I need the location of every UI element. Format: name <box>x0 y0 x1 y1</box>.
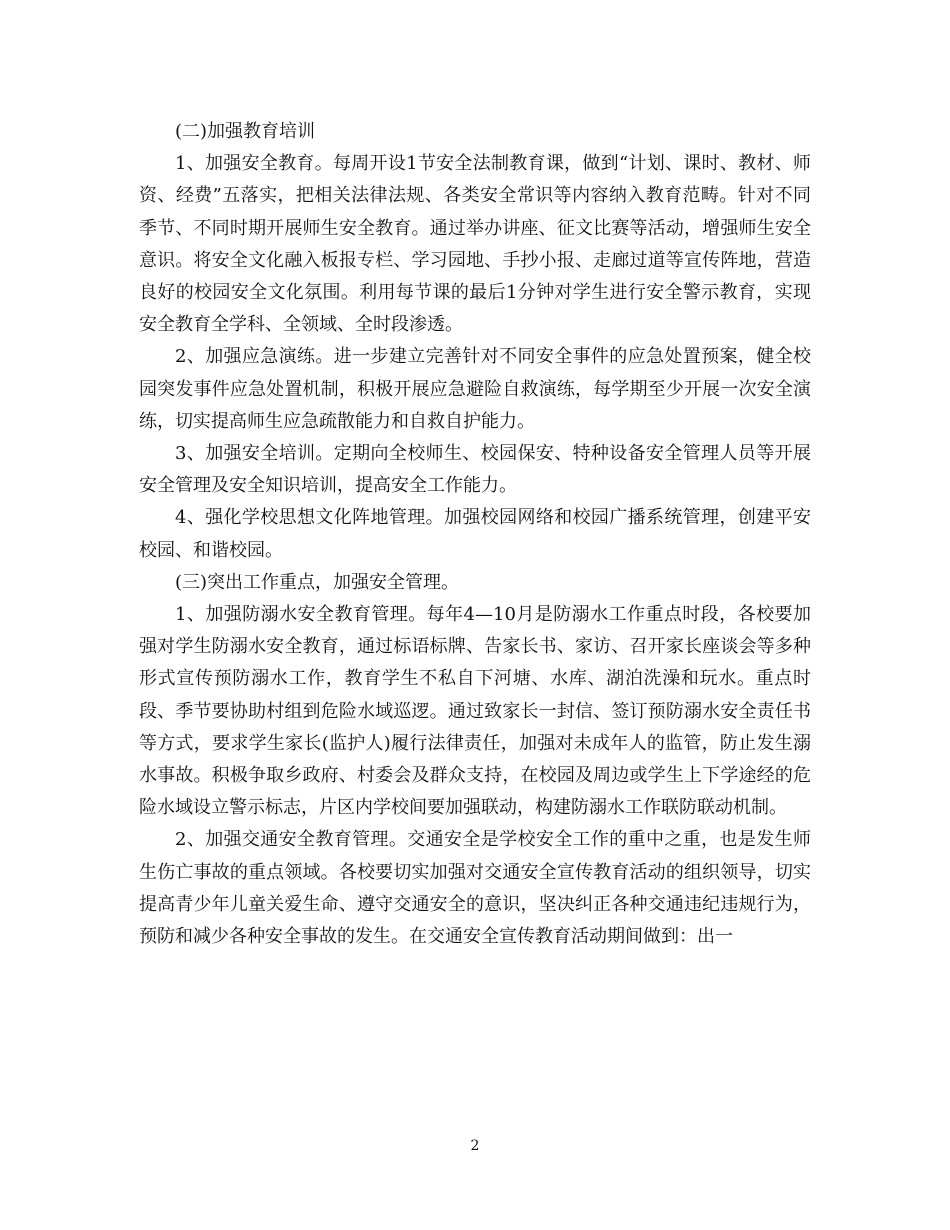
section-heading-2: (二)加强教育培训 <box>175 121 316 142</box>
paragraph-traffic-safety: 2、加强交通安全教育管理。交通安全是学校安全工作的重中之重，也是发生师生伤亡事故的重点领域。各校要切实加强对交通安全宣传教育活动的组织领导，切实提高青少年儿童关爱生命、遵守交通安全的意识，坚决纠正各种交通违纪违规行为，预防和减少各种安全事故的发生。在交通安全宣传教育活动期间做到：出一 <box>139 829 811 948</box>
page-number: 2 <box>470 1138 480 1154</box>
paragraph-safety-training: 3、加强安全培训。定期向全校师生、校园保安、特种设备安全管理人员等开展安全管理及安全知识培训，提高安全工作能力。 <box>139 443 811 497</box>
paragraph-drowning-prevention: 1、加强防溺水安全教育管理。每年4—10月是防溺水工作重点时段，各校要加强对学生防溺水安全教育，通过标语标牌、告家长书、家访、召开家长座谈会等多种形式宣传预防溺水工作，教育学生不私自下河塘、水库、湖泊洗澡和玩水。重点时段、季节要协助村组到危险水域巡逻。通过致家长一封信、签订预防溺水安全责任书等方式，要求学生家长(监护人)履行法律责任，加强对未成年人的监管，防止发生溺水事故。积极争取乡政府、村委会及群众支持，在校园及周边或学生上下学途经的危险水域设立警示标志，片区内学校间要加强联动，构建防溺水工作联防联动机制。 <box>139 604 811 819</box>
paragraph-safety-education: 1、加强安全教育。每周开设1节安全法制教育课，做到“计划、课时、教材、师资、经费”五落实，把相关法律法规、各类安全常识等内容纳入教育范畴。针对不同季节、不同时期开展师生安全教育。通过举办讲座、征文比赛等活动，增强师生安全意识。将安全文化融入板报专栏、学习园地、手抄小报、走廊过道等宣传阵地，营造良好的校园安全文化氛围。利用每节课的最后1分钟对学生进行安全警示教育，实现安全教育全学科、全领域、全时段渗透。 <box>139 153 811 336</box>
paragraph-emergency-drill: 2、加强应急演练。进一步建立完善针对不同安全事件的应急处置预案，健全校园突发事件应急处置机制，积极开展应急避险自救演练，每学期至少开展一次安全演练，切实提高师生应急疏散能力和自救自护能力。 <box>139 346 811 432</box>
document-body <box>139 116 811 953</box>
paragraph-culture-management: 4、强化学校思想文化阵地管理。加强校园网络和校园广播系统管理，创建平安校园、和谐校园。 <box>139 507 811 561</box>
section-heading-3: (三)突出工作重点，加强安全管理。 <box>175 571 460 593</box>
